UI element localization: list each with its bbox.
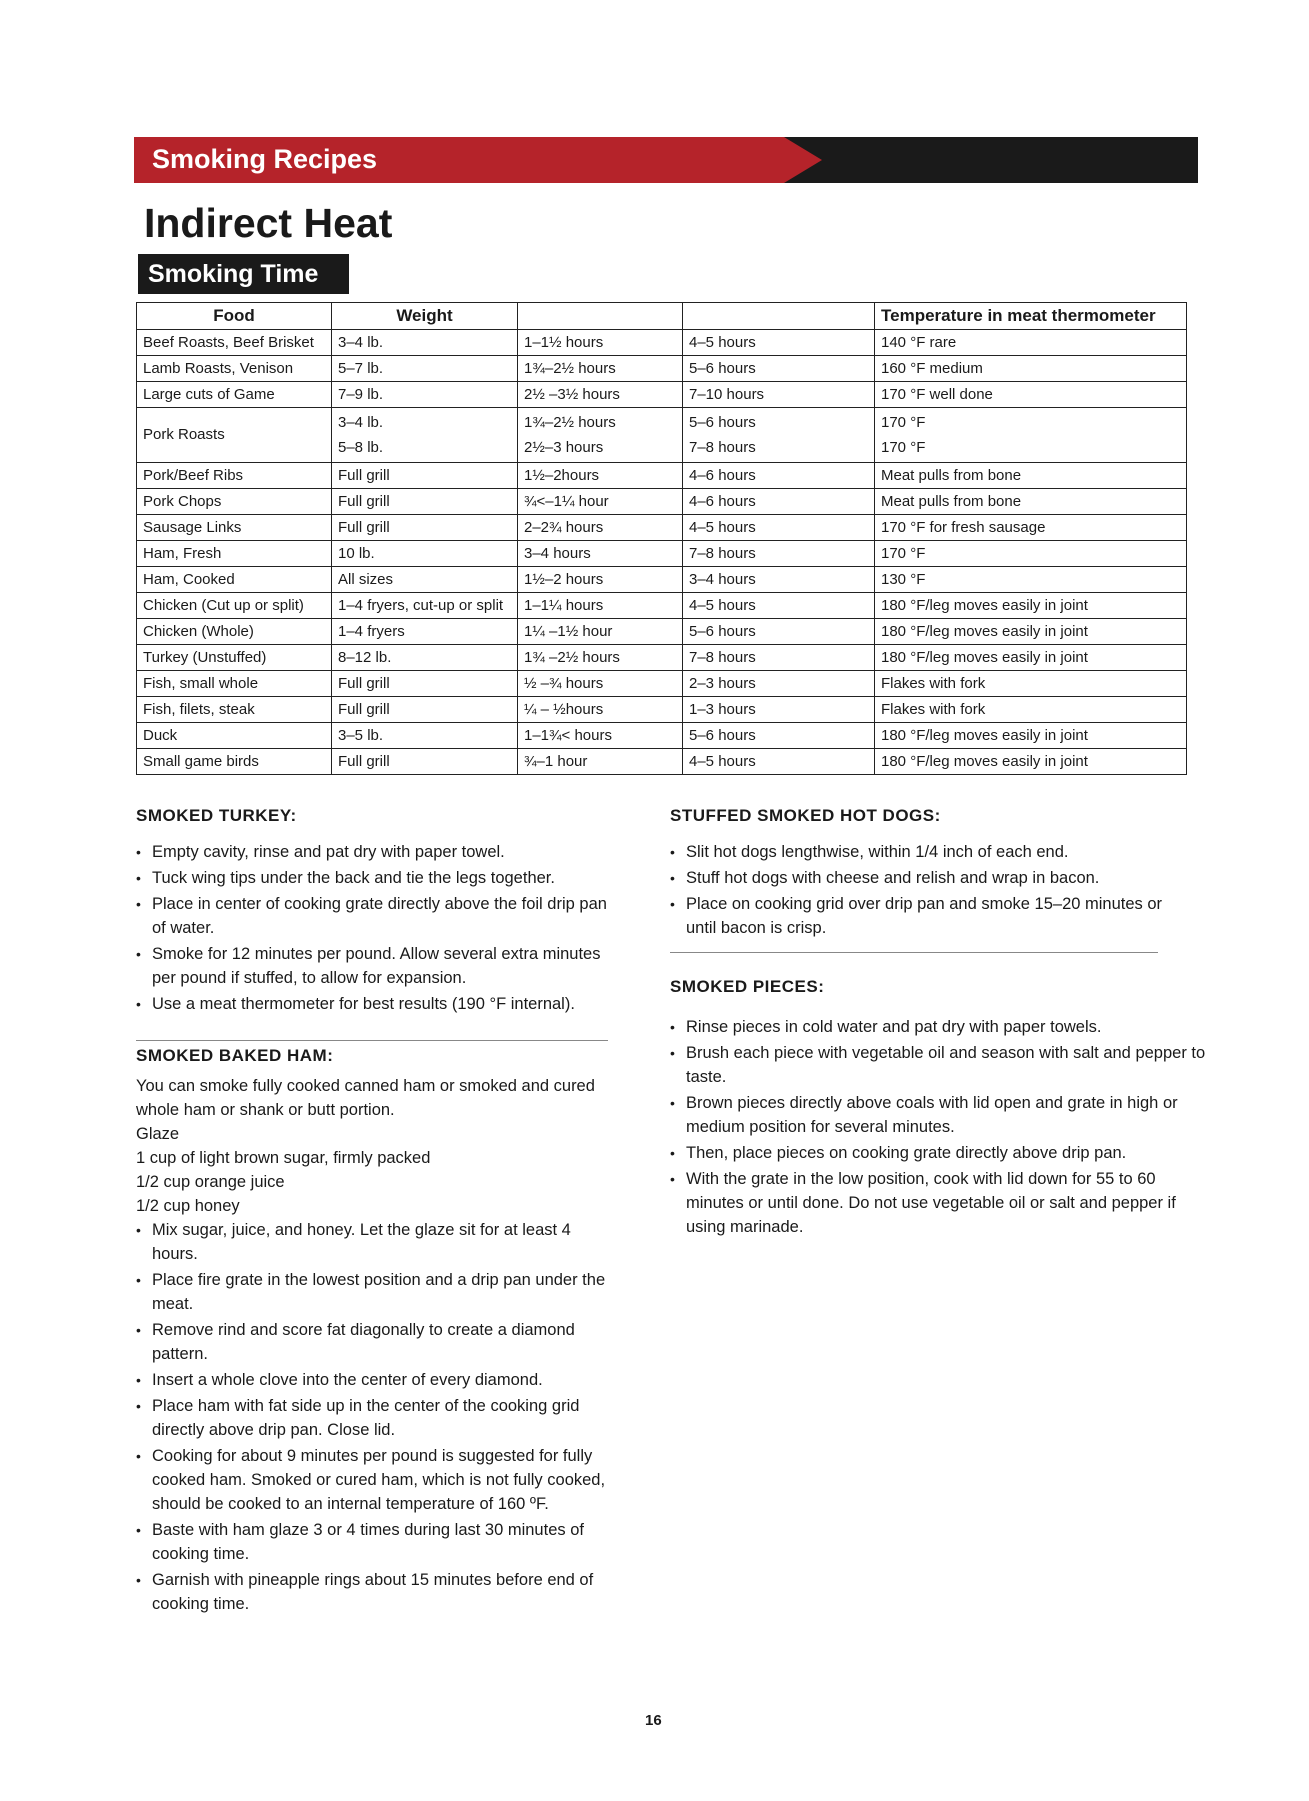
table-row [137, 489, 1187, 515]
table-cell: 180 °F/leg moves easily in joint [875, 723, 1187, 749]
table-cell: 5–6 hours [683, 723, 875, 749]
table-cell: Flakes with fork [875, 697, 1187, 723]
table-cell: 1–4 fryers [332, 619, 518, 645]
banner-arrow [784, 137, 822, 183]
table-cell: 180 °F/leg moves easily in joint [875, 593, 1187, 619]
table-cell: Meat pulls from bone [875, 489, 1187, 515]
table-cell: Fish, filets, steak [137, 697, 332, 723]
table-cell: 3–4 lb. [332, 330, 518, 356]
list-item: • Place on cooking grid over drip pan and smoke 15–20 minutes or until bacon is crisp. [670, 892, 1190, 940]
cell-line: 7–8 hours [689, 439, 756, 456]
table-cell: 180 °F/leg moves easily in joint [875, 619, 1187, 645]
list-item: • Insert a whole clove into the center of every diamond. [136, 1368, 616, 1392]
table-cell: Sausage Links [137, 515, 332, 541]
table-cell: 1–1¼ hours [518, 593, 683, 619]
cell-line: 3–4 lb. [338, 414, 384, 431]
table-cell: Duck [137, 723, 332, 749]
table-cell: Fish, small whole [137, 671, 332, 697]
table-cell: 1½–2 hours [518, 567, 683, 593]
list-item: • Place in center of cooking grate directly above the foil drip pan of water. [136, 892, 616, 940]
table-cell [683, 408, 875, 463]
table-cell: Meat pulls from bone [875, 463, 1187, 489]
table-cell: Large cuts of Game [137, 382, 332, 408]
list-item: • Brown pieces directly above coals with lid open and grate in high or medium position for several minutes. [670, 1091, 1210, 1139]
table-cell: 180 °F/leg moves easily in joint [875, 645, 1187, 671]
table-cell: Turkey (Unstuffed) [137, 645, 332, 671]
column-header: Temperature in meat thermometer [875, 303, 1187, 330]
table-cell: 1¾–2½ hours [518, 356, 683, 382]
section-banner [134, 137, 1198, 183]
list-item: • Baste with ham glaze 3 or 4 times during last 30 minutes of cooking time. [136, 1518, 616, 1566]
table-cell: 3–5 lb. [332, 723, 518, 749]
list-item: • Empty cavity, rinse and pat dry with paper towel. [136, 840, 616, 864]
table-cell: 180 °F/leg moves easily in joint [875, 749, 1187, 775]
table-cell: 7–9 lb. [332, 382, 518, 408]
section-title: SMOKED BAKED HAM: [136, 1046, 334, 1065]
cell-line: 5–6 hours [689, 414, 756, 431]
column-header [683, 303, 875, 330]
list-item: • Brush each piece with vegetable oil and season with salt and pepper to taste. [670, 1041, 1210, 1089]
turkey-steps [136, 840, 616, 1016]
table-cell: 160 °F medium [875, 356, 1187, 382]
list-item: • Stuff hot dogs with cheese and relish and wrap in bacon. [670, 866, 1190, 890]
table-cell: 140 °F rare [875, 330, 1187, 356]
list-item: • Place ham with fat side up in the center of the cooking grid directly above drip pan. Close lid. [136, 1394, 616, 1442]
pieces-steps [670, 1015, 1210, 1239]
table-row [137, 541, 1187, 567]
cell-line: 170 °F [881, 439, 926, 456]
table-cell: 7–8 hours [683, 541, 875, 567]
table-cell: Full grill [332, 671, 518, 697]
table-cell: 5–6 hours [683, 619, 875, 645]
list-item: • Smoke for 12 minutes per pound. Allow several extra minutes per pound if stuffed, to allow for expansion. [136, 942, 616, 990]
table-cell: Beef Roasts, Beef Brisket [137, 330, 332, 356]
table-body [137, 330, 1187, 775]
table-cell: Ham, Fresh [137, 541, 332, 567]
table-cell: Ham, Cooked [137, 567, 332, 593]
subheading-box [138, 254, 349, 294]
table-cell: ¼ – ½hours [518, 697, 683, 723]
table-cell [518, 408, 683, 463]
list-item: • Rinse pieces in cold water and pat dry with paper towels. [670, 1015, 1210, 1039]
table-cell: 3–4 hours [518, 541, 683, 567]
table-row [137, 567, 1187, 593]
column-header: Food [137, 303, 332, 330]
section-title: SMOKED PIECES: [670, 977, 825, 996]
list-item: • Tuck wing tips under the back and tie the legs together. [136, 866, 616, 890]
table-cell: 7–8 hours [683, 645, 875, 671]
cell-line: 5–8 lb. [338, 439, 384, 456]
table-cell: 2–3 hours [683, 671, 875, 697]
smoked-turkey-section [136, 804, 616, 1018]
ham-intro: You can smoke fully cooked canned ham or smoked and cured whole ham or shank or butt portion. [136, 1077, 595, 1119]
page-number: 16 [645, 1712, 662, 1729]
glaze-ingredients [136, 1146, 616, 1218]
column-header: Weight [332, 303, 518, 330]
table-cell [332, 408, 518, 463]
table-cell: 4–5 hours [683, 593, 875, 619]
table-cell: 1–4 fryers, cut-up or split [332, 593, 518, 619]
list-item: • Remove rind and score fat diagonally to create a diamond pattern. [136, 1318, 616, 1366]
table-cell: ½ –¾ hours [518, 671, 683, 697]
table-row [137, 723, 1187, 749]
table-cell: All sizes [332, 567, 518, 593]
table-cell: Chicken (Whole) [137, 619, 332, 645]
table-cell: 4–6 hours [683, 489, 875, 515]
smoked-pieces-section [670, 975, 1210, 1241]
column-header [518, 303, 683, 330]
table-cell: 3–4 hours [683, 567, 875, 593]
table-cell: Full grill [332, 749, 518, 775]
page-heading: Indirect Heat [144, 200, 393, 246]
table-row [137, 330, 1187, 356]
list-item: • Mix sugar, juice, and honey. Let the glaze sit for at least 4 hours. [136, 1218, 616, 1266]
stuffed-hot-dogs-section [670, 804, 1190, 942]
table-row [137, 382, 1187, 408]
section-title: STUFFED SMOKED HOT DOGS: [670, 806, 941, 825]
divider [136, 1040, 608, 1041]
table-cell: ¾–1 hour [518, 749, 683, 775]
table-row [137, 463, 1187, 489]
table-cell: Lamb Roasts, Venison [137, 356, 332, 382]
table-cell: 1–1¾< hours [518, 723, 683, 749]
table-row [137, 356, 1187, 382]
table-cell: 1¼ –1½ hour [518, 619, 683, 645]
table-cell: 170 °F well done [875, 382, 1187, 408]
table-cell: 1½–2hours [518, 463, 683, 489]
ham-steps [136, 1218, 616, 1616]
table-row [137, 408, 1187, 463]
divider [670, 952, 1158, 953]
table-cell: Full grill [332, 489, 518, 515]
table-row [137, 749, 1187, 775]
table-row [137, 645, 1187, 671]
list-item: • With the grate in the low position, cook with lid down for 55 to 60 minutes or until done. Do not use vegetable oil or salt and pepper if using marinade. [670, 1167, 1210, 1239]
table-cell: 170 °F [875, 541, 1187, 567]
list-item: • Garnish with pineapple rings about 15 minutes before end of cooking time. [136, 1568, 616, 1616]
table-cell: Pork Roasts [137, 408, 332, 463]
table-cell: Full grill [332, 463, 518, 489]
hot-dog-steps [670, 840, 1190, 940]
table-row [137, 697, 1187, 723]
ingredient-line: 1/2 cup orange juice [136, 1173, 285, 1191]
table-cell: Pork Chops [137, 489, 332, 515]
cell-line: 170 °F [881, 414, 926, 431]
table-cell [875, 408, 1187, 463]
list-item: • Use a meat thermometer for best results (190 °F internal). [136, 992, 616, 1016]
table-row [137, 515, 1187, 541]
smoking-time-table [136, 302, 1187, 775]
list-item: • Slit hot dogs lengthwise, within 1/4 inch of each end. [670, 840, 1190, 864]
table-cell: Full grill [332, 697, 518, 723]
cell-line: 2½–3 hours [524, 439, 604, 456]
table-row [137, 619, 1187, 645]
table-cell: Small game birds [137, 749, 332, 775]
table-cell: 4–6 hours [683, 463, 875, 489]
table-cell: 130 °F [875, 567, 1187, 593]
table-cell: 10 lb. [332, 541, 518, 567]
table-cell: 4–5 hours [683, 515, 875, 541]
table-cell: Pork/Beef Ribs [137, 463, 332, 489]
table-cell: Full grill [332, 515, 518, 541]
cell-line: 1¾–2½ hours [524, 414, 616, 431]
table-cell: Chicken (Cut up or split) [137, 593, 332, 619]
ingredient-line: 1 cup of light brown sugar, firmly packed [136, 1149, 431, 1167]
table-row [137, 671, 1187, 697]
table-cell: 5–7 lb. [332, 356, 518, 382]
table-cell: 1¾ –2½ hours [518, 645, 683, 671]
table-cell: Flakes with fork [875, 671, 1187, 697]
table-cell: 7–10 hours [683, 382, 875, 408]
subheading: Smoking Time [148, 260, 319, 288]
list-item: • Cooking for about 9 minutes per pound is suggested for fully cooked ham. Smoked or cured ham, which is not fully cooked, should be cooked to an internal temperature of 160 ºF. [136, 1444, 616, 1516]
table-cell: 2½ –3½ hours [518, 382, 683, 408]
table-row [137, 593, 1187, 619]
table-cell: 4–5 hours [683, 749, 875, 775]
list-item: • Then, place pieces on cooking grate directly above drip pan. [670, 1141, 1210, 1165]
table-cell: 2–2¾ hours [518, 515, 683, 541]
ingredient-line: 1/2 cup honey [136, 1197, 240, 1215]
table-cell: 170 °F for fresh sausage [875, 515, 1187, 541]
table-header-row [137, 303, 1187, 330]
table-cell: 5–6 hours [683, 356, 875, 382]
glaze-label: Glaze [136, 1125, 180, 1143]
table-cell: 4–5 hours [683, 330, 875, 356]
table-cell: 1–3 hours [683, 697, 875, 723]
section-title: SMOKED TURKEY: [136, 806, 297, 825]
table-cell: 8–12 lb. [332, 645, 518, 671]
table-cell: 1–1½ hours [518, 330, 683, 356]
smoked-baked-ham-section [136, 1044, 616, 1618]
banner-title: Smoking Recipes [152, 144, 378, 174]
list-item: • Place fire grate in the lowest position and a drip pan under the meat. [136, 1268, 616, 1316]
table-cell: ¾<–1¼ hour [518, 489, 683, 515]
